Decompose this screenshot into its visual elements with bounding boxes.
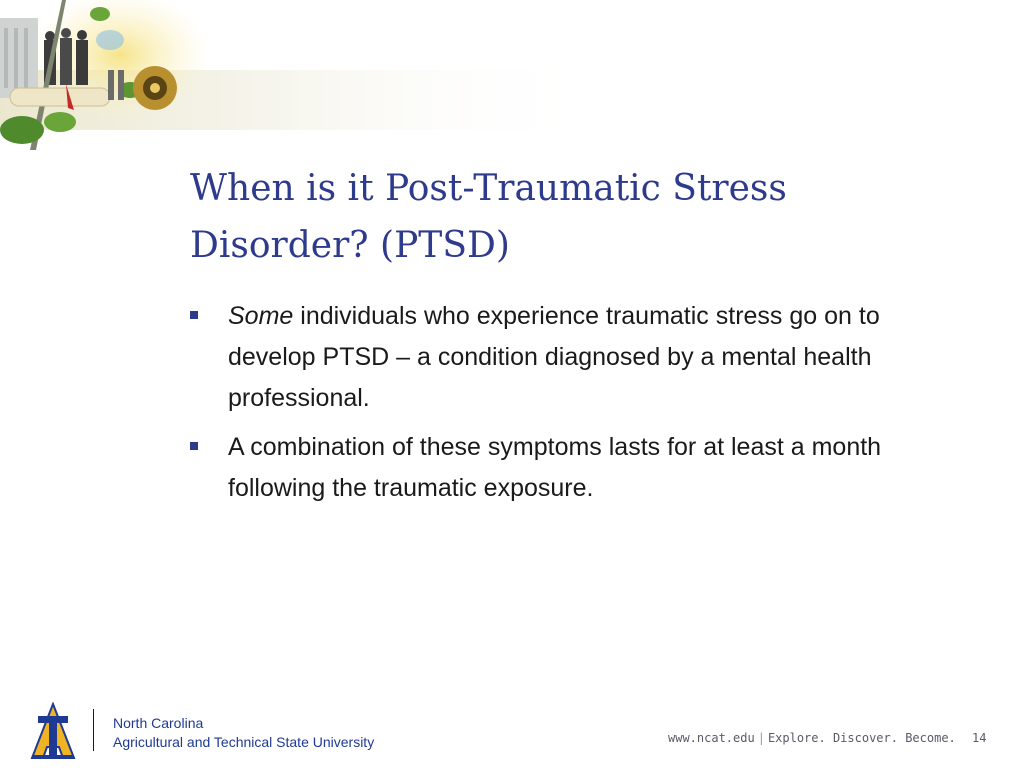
page-number: 14 [972, 731, 987, 745]
motto: Explore. Discover. Become. [767, 731, 956, 745]
tagline-separator: | [757, 731, 765, 745]
footer-divider [93, 709, 94, 751]
university-name-line-2: Agricultural and Technical State University [113, 734, 375, 750]
university-name-line-1: North Carolina [113, 715, 204, 731]
footer-tagline [668, 731, 956, 745]
campus-collage-image [0, 0, 600, 160]
square-bullet-icon [190, 311, 198, 319]
slide-title-line-1: When is it Post-Traumatic Stress [190, 168, 787, 209]
university-name [113, 714, 374, 752]
website-link[interactable]: www.ncat.edu [668, 731, 755, 745]
bullet-text: A combination of these symptoms lasts for at least a month following the traumatic exposure. [228, 433, 882, 502]
bullet-item [190, 296, 920, 419]
slide-title-line-2: Disorder? (PTSD) [190, 225, 510, 266]
slide-title [190, 160, 950, 274]
bullet-item [190, 427, 920, 509]
square-bullet-icon [190, 442, 198, 450]
aggie-at-logo-icon [28, 702, 78, 760]
bullet-list [190, 296, 920, 517]
bullet-emphasis: Some [228, 302, 294, 330]
bullet-text: individuals who experience traumatic stress go on to develop PTSD – a condition diagnosed by a mental health professional. [228, 302, 880, 412]
